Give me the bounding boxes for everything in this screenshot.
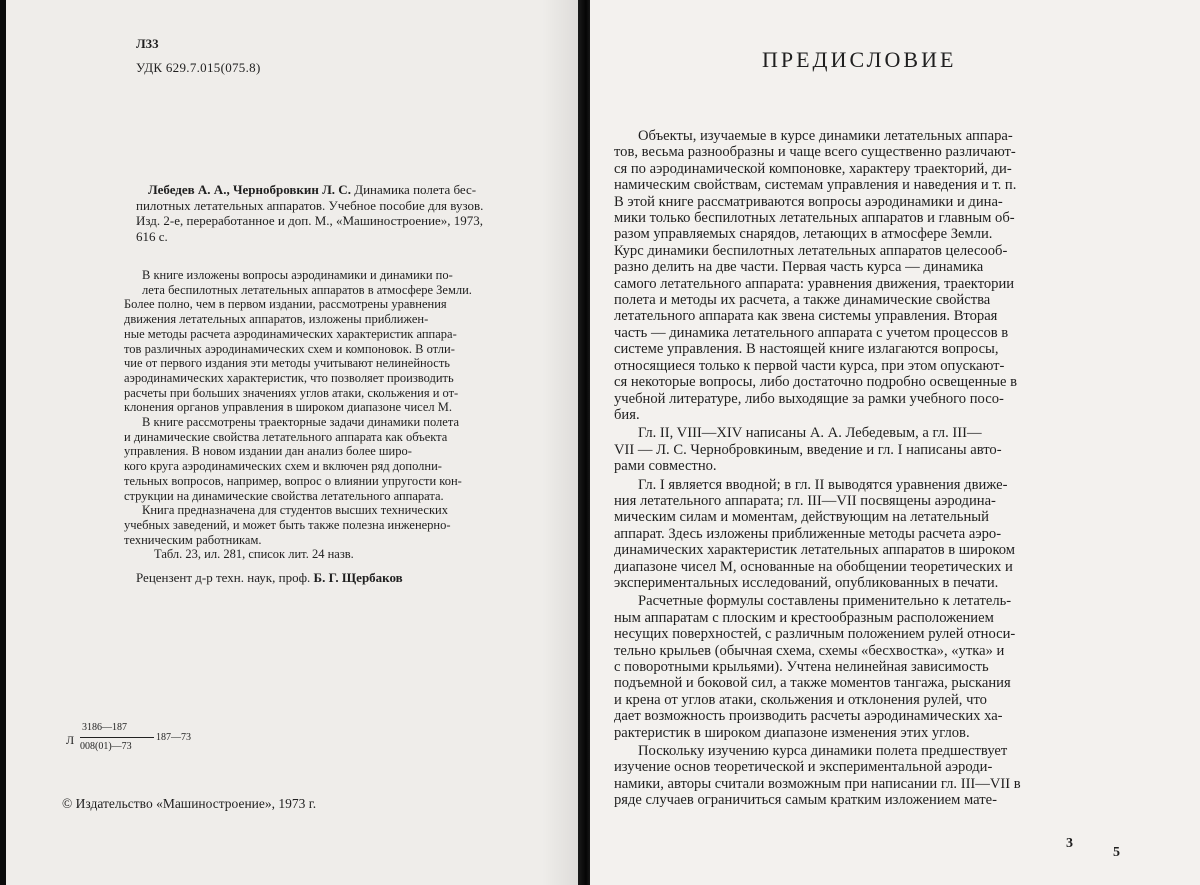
preface-line: намическим свойствам, системам управления и наведения и т. п. (614, 177, 1017, 194)
biblio-line-2: пилотных летательных аппаратов. Учебное пособие для вузов. (136, 197, 484, 213)
preface-line: летательного аппарата как звена системы управления. Вторая (614, 308, 998, 325)
code-bottom: 008(01)—73 (80, 741, 132, 752)
preface-line: рами совместно. (614, 458, 717, 475)
biblio-line-3: Изд. 2-е, переработанное и доп. М., «Машиностроение», 1973, (136, 213, 484, 228)
preface-line: ния летательного аппарата; гл. III—VII посвящены аэродина- (614, 492, 996, 509)
preface-line: VII — Л. С. Чернобровкиным, введение и гл. I написаны авто- (614, 441, 1002, 458)
preface-line: подъемной и боковой сил, а также моментов тангажа, рыскания (614, 675, 1011, 692)
code-fraction-bar (80, 737, 154, 738)
preface-line: с поворотными крыльями). Учтена нелинейная зависимость (614, 659, 989, 675)
reviewer (136, 570, 403, 585)
preface-line: экспериментальных исследований, опубликованных в печати. (614, 574, 999, 591)
preface-line: В этой книге рассматриваются вопросы аэродинамики и дина- (614, 193, 1003, 210)
preface-line: тельно крыльев (обычная схема, схемы «бесхвостка», «утка» и (614, 642, 1005, 659)
preface-line: Гл. I является вводной; в гл. II выводятся уравнения движе- (638, 476, 1008, 493)
authors: Лебедев А. А., Чернобровкин Л. С. (148, 182, 351, 197)
preface-line: дает возможность производить расчеты аэродинамических ха- (614, 708, 1003, 725)
preface-line: Гл. II, VIII—XIV написаны А. А. Лебедевым, а гл. III— (638, 425, 982, 442)
preface-line: относящиеся только к первой части курса, при этом опускают- (614, 357, 1005, 374)
preface-line: диапазоне чисел М, основанные на обобщении теоретических и (614, 558, 1013, 575)
preface-line: бия. (614, 406, 640, 423)
preface-line: намики, авторы считали возможным при написании гл. III—VII в (614, 775, 1021, 792)
page-number-5: 5 (1113, 845, 1120, 860)
annotation-line: струкции на динамические свойства летательного аппарата. (124, 488, 444, 503)
preface-line: несущих поверхностей, с различным положением рулей относи- (614, 626, 1016, 643)
annotation-line: чие от первого издания эти методы учитывают нелинейность (124, 356, 450, 371)
right-page (590, 0, 1200, 885)
preface-line: мическим силам и моментам, действующим на летательный (614, 509, 989, 526)
title-start: Динамика полета бес- (354, 182, 477, 197)
annotation-line: В книге рассмотрены траекторные задачи динамики полета (142, 415, 459, 430)
annotation-line: кого круга аэродинамических схем и включен ряд дополни- (124, 459, 442, 474)
annotation-line: управления. В новом издании дан анализ более широ- (124, 444, 412, 459)
page-shadow (542, 0, 582, 885)
annotation-line: Более полно, чем в первом издании, рассмотрены уравнения (124, 297, 447, 312)
annotation-line: расчеты при больших значениях углов атаки, скольжения и от- (124, 385, 459, 400)
annotation-line: тельных вопросов, например, вопрос о влиянии упругости кон- (124, 473, 462, 488)
annotation-line: и динамические свойства летательного аппарата как объекта (124, 429, 448, 444)
preface-line: учебной литературе, либо выходящие за рамки учебного посо- (614, 390, 1004, 407)
code-letter: Л (66, 733, 75, 747)
annotation-line: ные методы расчета аэродинамических характеристик аппара- (124, 326, 457, 341)
preface-line: динамических характеристик летательных аппаратов в широком (614, 542, 1016, 559)
left-page (6, 0, 582, 885)
preface-line: полета и методы их расчета, а также динамические свойства (614, 292, 991, 309)
preface-line: Поскольку изучению курса динамики полета предшествует (638, 743, 1008, 760)
preface-line: рактеристик в широком диапазоне изменения этих углов. (614, 724, 970, 741)
preface-line: разно делить на две части. Первая часть курса — динамика (614, 259, 984, 276)
bibliographic-entry (136, 182, 556, 244)
annotation-line: аэродинамических характеристик, что позволяет производить (124, 370, 454, 385)
classification-code: Л33 (136, 36, 159, 51)
preface-line: аппарат. Здесь изложены приближенные методы расчета аэро- (614, 525, 1002, 542)
preface-line: тов, весьма разнообразны и чаще всего существенно различают- (614, 144, 1016, 161)
preface-body (614, 128, 1114, 809)
preface-line: ряде случаев ограничиться самым кратким изложением мате- (614, 792, 997, 809)
annotation-line: учебных заведений, и может быть также полезна инженерно- (124, 517, 451, 532)
udk-code: УДК 629.7.015(075.8) (136, 60, 261, 75)
page-number-3: 3 (1066, 836, 1073, 851)
copyright: © Издательство «Машиностроение», 1973 г. (62, 796, 317, 811)
annotation-line: В книге изложены вопросы аэродинамики и динамики по- (142, 268, 453, 282)
annotation-line: тов различных аэродинамических схем и компоновок. В отли- (124, 341, 455, 356)
annotation-line: лета беспилотных летательных аппаратов в атмосфере Земли. (142, 282, 472, 297)
code-top: 3186—187 (82, 722, 127, 733)
biblio-line-4: 616 с. (136, 228, 168, 244)
preface-line: разом управляемых снарядов, летающих в атмосфере Земли. (614, 226, 993, 243)
annotation-line: Книга предназначена для студентов высших технических (142, 503, 448, 518)
preface-line: системе управления. В настоящей книге излагаются вопросы, (614, 341, 999, 358)
preface-line: самого летательного аппарата: уравнения движения, траектории (614, 275, 1015, 292)
preface-line: Курс динамики беспилотных летательных аппаратов целесооб- (614, 242, 1008, 259)
preface-line: изучение основ теоретической и экспериментальной аэроди- (614, 759, 993, 776)
preface-line: Расчетные формулы составлены применительно к летатель- (638, 593, 1012, 610)
annotation-line: техническим работникам. (124, 532, 262, 547)
code-right: 187—73 (156, 732, 191, 743)
preface-heading: ПРЕДИСЛОВИЕ (762, 47, 957, 72)
annotation-line: движения летательных аппаратов, изложены приближен- (124, 312, 429, 327)
preface-line: мики только беспилотных летательных аппаратов и главным об- (614, 210, 1015, 227)
preface-line: и крена от углов атаки, скольжения и отклонения рулей, что (614, 691, 987, 708)
preface-line: Объекты, изучаемые в курсе динамики летательных аппара- (638, 128, 1013, 144)
reviewer-name: Б. Г. Щербаков (313, 570, 403, 585)
preface-line: ся некоторые вопросы, либо достаточно подробно освещенные в (614, 374, 1018, 391)
tables-info: Табл. 23, ил. 281, список лит. 24 назв. (154, 547, 354, 561)
preface-line: часть — динамика летательного аппарата с учетом процессов в (614, 324, 1009, 341)
reviewer-prefix: Рецензент д-р техн. наук, проф. (136, 570, 311, 585)
preface-line: ся по аэродинамической компоновке, характеру траекторий, ди- (614, 160, 1012, 177)
annotation-line: клонения органов управления в широком диапазоне чисел М. (124, 400, 453, 415)
annotation (124, 268, 564, 547)
preface-line: ным аппаратам с плоским и крестообразным расположением (614, 609, 994, 626)
